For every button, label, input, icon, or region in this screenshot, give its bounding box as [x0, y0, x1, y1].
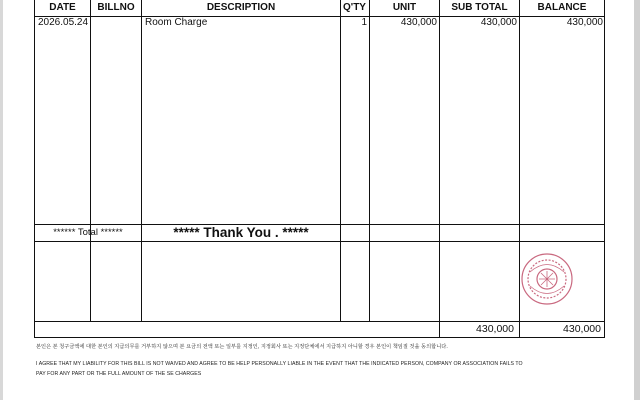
col-divider-unit	[439, 0, 440, 338]
viewer-edge-right	[634, 0, 640, 400]
row-unit: 430,000	[400, 17, 437, 28]
col-divider-qty	[369, 0, 370, 321]
english-liability-line-1: I AGREE THAT MY LIABILITY FOR THIS BILL IS NOT WAIVED AND AGREE TO BE HELP PERSONALLY LIABLE IN THE EVENT THAT THE INDICATED PERSON, COMPANY OR ASSOCIATION FAILS TO	[36, 361, 523, 367]
col-divider-description	[340, 0, 341, 321]
header-balance: BALANCE	[537, 2, 587, 13]
thank-you-text: ***** Thank You . *****	[173, 225, 309, 240]
header-unit: UNIT	[392, 2, 417, 13]
total-balance: 430,000	[563, 323, 601, 335]
header-subtotal: SUB TOTAL	[451, 2, 508, 13]
total-subtotal: 430,000	[476, 323, 514, 335]
col-divider-billno	[141, 0, 142, 321]
total-label: ****** Total ******	[53, 227, 123, 238]
header-date: DATE	[49, 2, 76, 13]
english-liability-line-2: PAY FOR ANY PART OR THE FULL AMOUNT OF THE SE CHARGES	[36, 371, 202, 377]
row-balance: 430,000	[566, 17, 603, 28]
row-description: Room Charge	[145, 17, 208, 28]
seal-stamp-icon	[520, 252, 574, 306]
viewer-edge-left	[0, 0, 3, 400]
header-description: DESCRIPTION	[206, 2, 276, 13]
col-divider-date	[90, 0, 91, 321]
row-qty: 1	[361, 17, 367, 28]
row-date: 2026.05.24	[38, 17, 89, 28]
korean-liability-notice: 본인은 본 청구금액에 대한 본인의 지급의무를 거부하지 않으며 본 요금의 전액 또는 일부를 지정인, 지정회사 또는 지정단체에서 지급하지 아니할 경우 본인이 책임질 것을 동의합니다.	[36, 344, 448, 350]
header-billno: BILLNO	[97, 2, 135, 13]
header-qty: Q'TY	[343, 2, 366, 13]
row-subtotal: 430,000	[480, 17, 517, 28]
